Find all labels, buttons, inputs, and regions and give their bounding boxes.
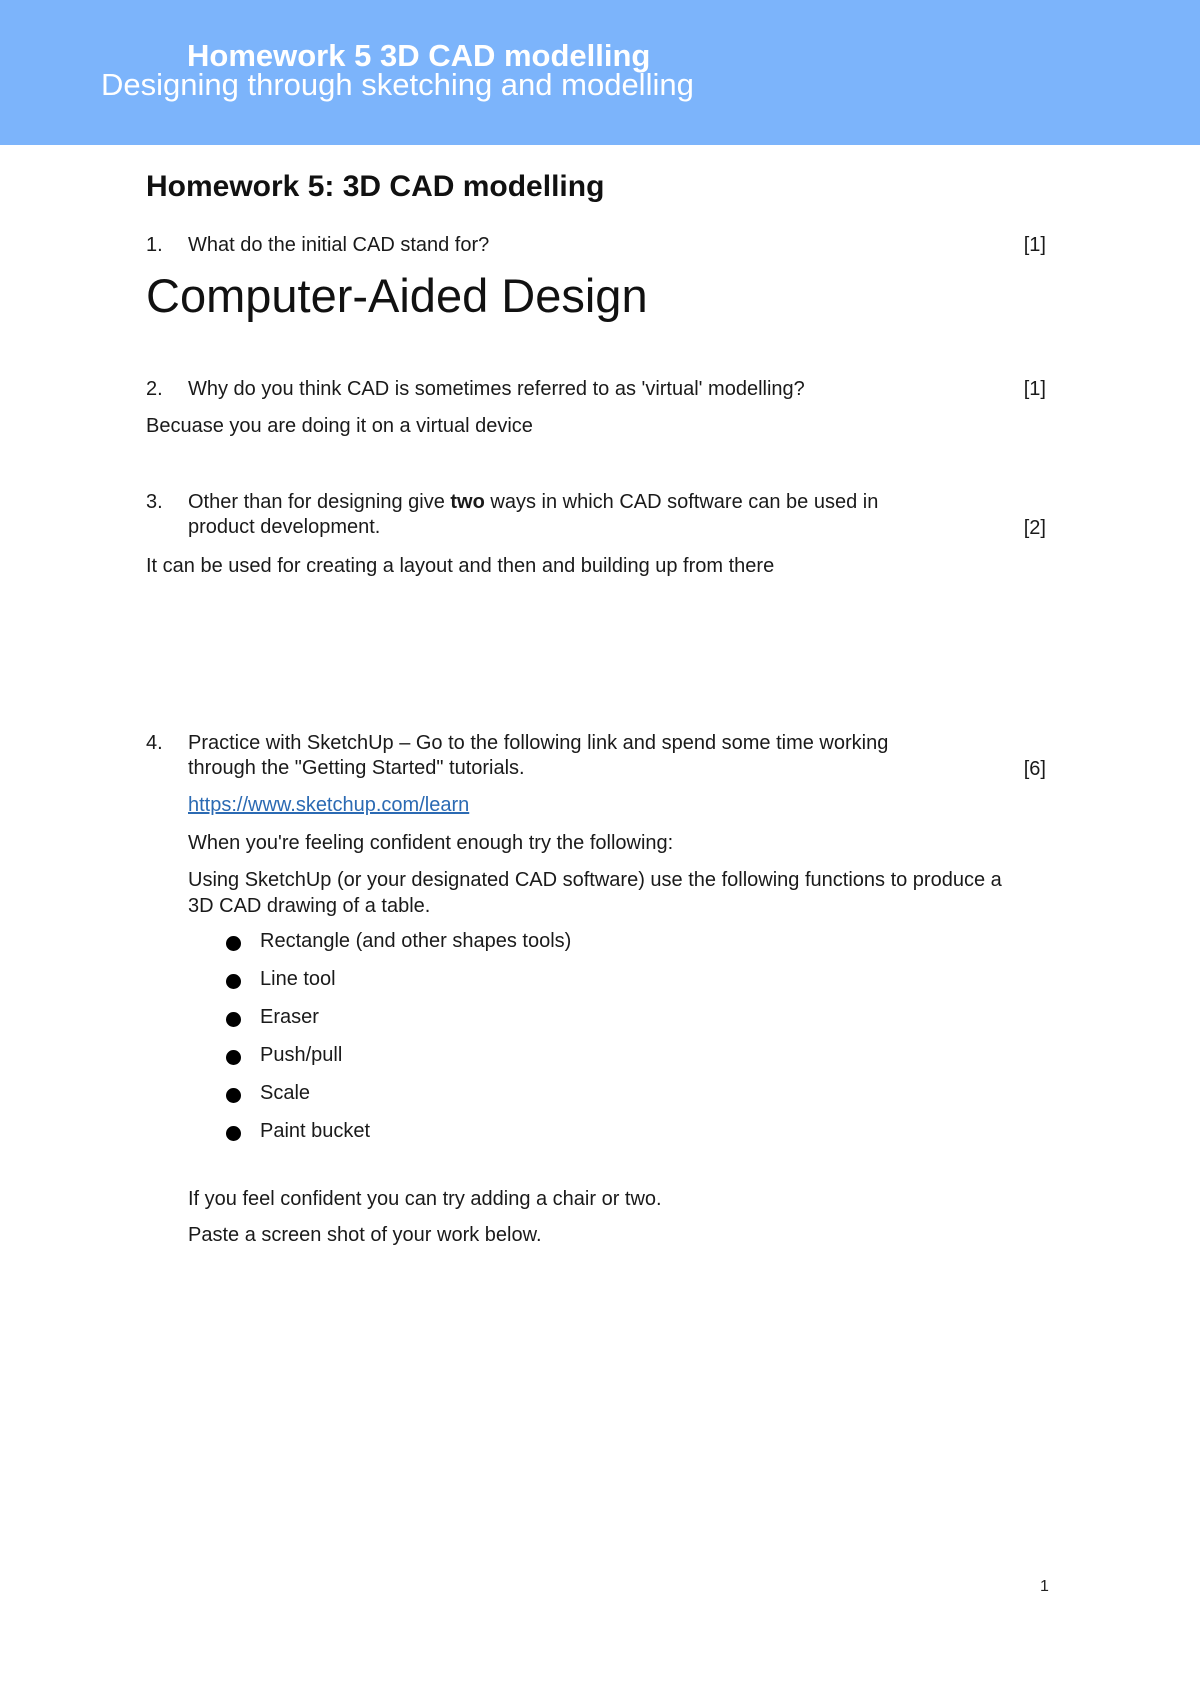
question-text-bold: two: [450, 491, 485, 513]
paste-instruction: Paste a screen shot of your work below.: [188, 1224, 542, 1246]
question-2: [146, 377, 1046, 402]
list-item: [222, 1080, 571, 1118]
list-item: [222, 1004, 571, 1042]
question-marks: [6]: [1023, 758, 1046, 780]
question-marks: [1]: [1023, 234, 1046, 256]
question-text: Why do you think CAD is sometimes referred to as 'virtual' modelling?: [188, 378, 805, 400]
question-number: 1.: [146, 234, 163, 256]
banner-title: Homework 5 3D CAD modelling: [187, 38, 651, 73]
list-item-label: Line tool: [260, 968, 336, 990]
banner-subtitle: Designing through sketching and modelling: [101, 67, 694, 102]
confident-instruction: When you're feeling confident enough try the following:: [188, 832, 674, 854]
bullet-icon: [226, 1050, 241, 1065]
list-item: [222, 928, 571, 966]
page-number: 1: [1040, 1578, 1049, 1595]
list-item: [222, 1042, 571, 1080]
list-item-label: Paint bucket: [260, 1120, 371, 1142]
question-text: What do the initial CAD stand for?: [188, 234, 490, 256]
answer-1: Computer-Aided Design: [146, 269, 648, 322]
question-text-before: Other than for designing give: [188, 491, 451, 513]
answer-3: It can be used for creating a layout and then and building up from there: [146, 555, 775, 577]
bullet-icon: [226, 1126, 241, 1141]
header-banner: [0, 0, 1200, 145]
bullet-icon: [226, 974, 241, 989]
list-item: [222, 966, 571, 1004]
question-number: 3.: [146, 491, 163, 513]
table-instruction: Using SketchUp (or your designated CAD software) use the following functions to produce a 3D CAD drawing of a table.: [188, 869, 1002, 917]
list-item: [222, 1118, 571, 1156]
sketchup-learn-link[interactable]: https://www.sketchup.com/learn: [188, 794, 470, 816]
question-3: [146, 490, 1046, 542]
list-item-label: Rectangle (and other shapes tools): [260, 930, 572, 952]
functions-list: [222, 928, 571, 1156]
bullet-icon: [226, 936, 241, 951]
chair-suggestion: If you feel confident you can try adding a chair or two.: [188, 1188, 662, 1210]
answer-2: Becuase you are doing it on a virtual device: [146, 415, 533, 437]
page-title: Homework 5: 3D CAD modelling: [146, 170, 605, 203]
question-text-after: ways in which CAD software can be used in product development.: [188, 491, 879, 538]
question-text: Practice with SketchUp – Go to the following link and spend some time working through the "Getting Started" tutorials.: [188, 732, 889, 779]
question-number: 2.: [146, 378, 163, 400]
question-text: [188, 490, 948, 540]
list-item-label: Push/pull: [260, 1044, 343, 1066]
bullet-icon: [226, 1088, 241, 1103]
list-item-label: Scale: [260, 1082, 311, 1104]
list-item-label: Eraser: [260, 1006, 319, 1028]
bullet-icon: [226, 1012, 241, 1027]
question-number: 4.: [146, 732, 163, 754]
question-1: [146, 233, 1046, 258]
question-marks: [1]: [1023, 378, 1046, 400]
question-4: [146, 731, 1046, 783]
question-marks: [2]: [1023, 517, 1046, 539]
